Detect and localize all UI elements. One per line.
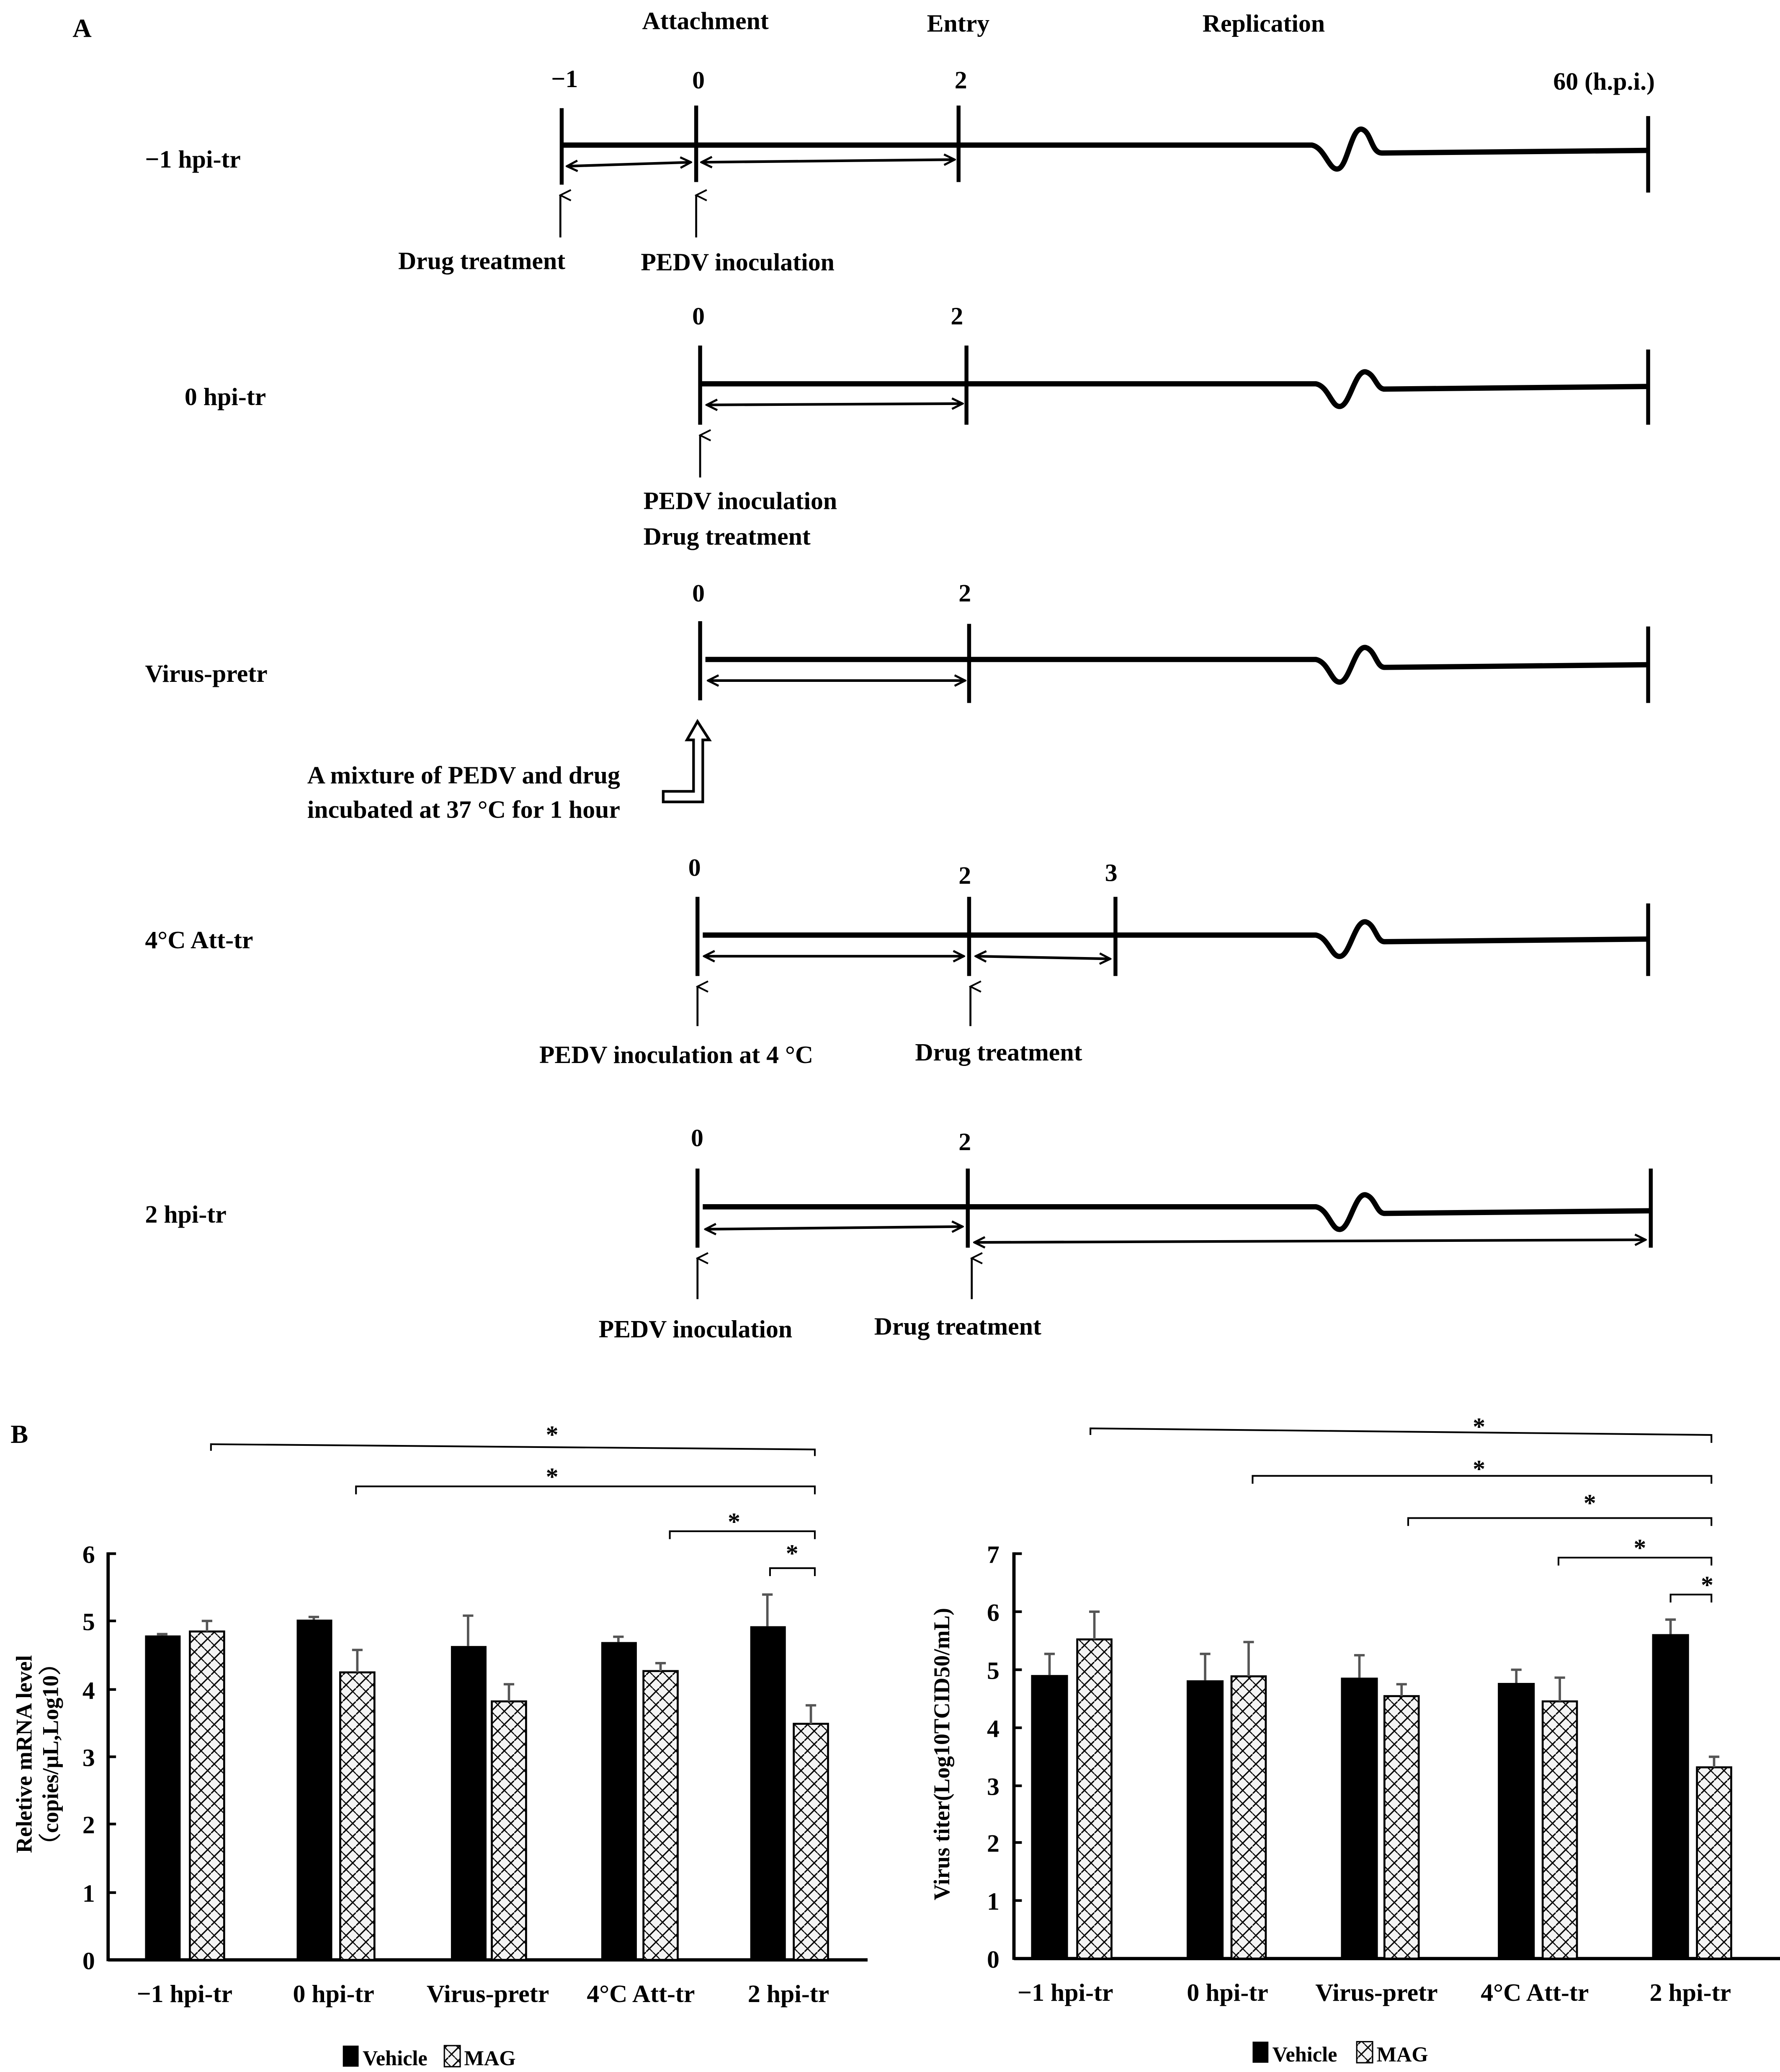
sig-star: * [546, 1463, 559, 1491]
tick-2: 2 [958, 1128, 971, 1156]
row-label: 2 hpi-tr [145, 1200, 227, 1228]
legend-mag-label: MAG [1376, 2042, 1428, 2066]
phase-replication: Replication [1202, 9, 1325, 37]
tick-minus1: −1 [551, 65, 578, 93]
svg-text:0: 0 [987, 1946, 999, 1974]
legend-vehicle-label: Vehicle [1272, 2042, 1337, 2066]
tick-2: 2 [958, 579, 971, 607]
phase-entry: Entry [927, 9, 990, 37]
annotation-pedv-4c: PEDV inoculation at 4 °C [539, 1041, 814, 1069]
panel-b-label: B [10, 1419, 28, 1449]
sig-star: * [1473, 1413, 1486, 1441]
tick-2: 2 [958, 861, 971, 889]
bars-mag [1077, 1639, 1731, 1958]
bars-mag [190, 1631, 828, 1960]
chart-mrna [12, 1421, 868, 2070]
sig-star: * [728, 1507, 741, 1535]
tick-2: 2 [954, 66, 967, 94]
tick-0: 0 [692, 302, 705, 330]
phase-attachment: Attachment [642, 7, 769, 35]
error-bars [1044, 1612, 1719, 1768]
annotation-pedv-inoculation: PEDV inoculation [598, 1315, 793, 1343]
timeline-row-virus-pretr [145, 579, 1648, 823]
svg-text:5: 5 [82, 1608, 95, 1636]
hollow-bent-arrow-icon [663, 721, 709, 802]
svg-text:2 hpi-tr: 2 hpi-tr [1649, 1978, 1731, 2006]
annotation-pedv-inoculation: PEDV inoculation [641, 248, 835, 276]
y-axis-label-units: （copies/μL,Log10） [38, 1653, 63, 1855]
y-ticks [987, 1540, 999, 1973]
tick-0: 0 [692, 579, 705, 607]
svg-text:Virus-pretr: Virus-pretr [426, 1980, 549, 2008]
x-tick-labels [137, 1980, 829, 2007]
annotation-pedv-inoculation: PEDV inoculation [643, 487, 837, 515]
sig-star: * [546, 1420, 559, 1448]
x-tick-labels [1018, 1979, 1731, 2006]
svg-text:1: 1 [82, 1879, 95, 1907]
row-label: Virus-pretr [145, 660, 268, 688]
svg-text:3: 3 [82, 1744, 95, 1772]
row-label: 4°C Att-tr [145, 926, 253, 954]
sig-star: * [786, 1539, 799, 1567]
tick-2: 2 [951, 302, 963, 330]
tick-0: 0 [692, 66, 705, 94]
bars-vehicle [145, 1620, 786, 1960]
legend-vehicle-label: Vehicle [362, 2046, 428, 2070]
svg-text:6: 6 [987, 1599, 999, 1627]
svg-text:4°C Att-tr: 4°C Att-tr [1481, 1978, 1589, 2006]
bars-vehicle [1031, 1634, 1689, 1959]
svg-text:0 hpi-tr: 0 hpi-tr [293, 1980, 374, 2008]
svg-text:5: 5 [987, 1657, 999, 1685]
legend-vehicle-swatch [343, 2046, 359, 2067]
row-label: −1 hpi-tr [145, 145, 241, 173]
legend-vehicle-swatch [1252, 2042, 1268, 2063]
sig-star: * [1473, 1455, 1486, 1483]
svg-text:2: 2 [987, 1829, 999, 1858]
y-axis-label: Reletive mRNA level [11, 1655, 37, 1853]
svg-text:0: 0 [82, 1947, 95, 1975]
svg-text:0 hpi-tr: 0 hpi-tr [1187, 1978, 1268, 2006]
svg-text:−1 hpi-tr: −1 hpi-tr [1018, 1978, 1113, 2006]
timeline-row-4c-att [145, 854, 1648, 1068]
legend [1252, 2042, 1428, 2066]
timeline-row-2 [145, 1124, 1651, 1343]
sig-star: * [1701, 1571, 1713, 1599]
svg-text:1: 1 [987, 1887, 999, 1915]
timeline-row-minus1 [145, 65, 1655, 276]
tick-3: 3 [1105, 859, 1118, 887]
tick-0: 0 [691, 1124, 703, 1152]
svg-text:7: 7 [987, 1540, 999, 1569]
timeline-row-0 [185, 302, 1648, 550]
annotation-incubated: incubated at 37 °C for 1 hour [307, 795, 620, 823]
y-axis-label: Virus titer(Log10TCID50/mL) [929, 1608, 955, 1901]
sig-star: * [1633, 1534, 1646, 1562]
significance-brackets [1090, 1428, 1711, 1602]
tick-0: 0 [688, 853, 701, 881]
legend-mag-swatch [1357, 2042, 1373, 2063]
annotation-drug-treatment: Drug treatment [874, 1312, 1041, 1340]
annotation-drug-treatment: Drug treatment [643, 522, 811, 550]
svg-text:4: 4 [82, 1676, 95, 1704]
svg-text:3: 3 [987, 1773, 999, 1801]
svg-text:2 hpi-tr: 2 hpi-tr [747, 1980, 829, 2008]
panel-a-label: A [72, 13, 92, 43]
legend-mag-swatch [444, 2046, 460, 2067]
significance-brackets [211, 1444, 815, 1576]
annotation-mixture: A mixture of PEDV and drug [307, 761, 620, 789]
y-ticks [82, 1540, 95, 1974]
sig-star: * [1583, 1489, 1596, 1517]
svg-text:−1 hpi-tr: −1 hpi-tr [137, 1980, 233, 2008]
svg-text:2: 2 [82, 1811, 95, 1839]
svg-text:4°C Att-tr: 4°C Att-tr [587, 1980, 695, 2008]
chart-virus-titer [929, 1413, 1780, 2066]
annotation-drug-treatment: Drug treatment [398, 247, 566, 275]
tick-60: 60 (h.p.i.) [1553, 67, 1655, 95]
svg-text:4: 4 [987, 1715, 999, 1743]
svg-text:Virus-pretr: Virus-pretr [1315, 1978, 1438, 2006]
legend-mag-label: MAG [464, 2046, 516, 2070]
annotation-drug-treatment: Drug treatment [915, 1038, 1082, 1066]
svg-text:6: 6 [82, 1540, 95, 1569]
row-label: 0 hpi-tr [184, 382, 266, 410]
legend [343, 2046, 516, 2070]
panel-a [72, 7, 1655, 1343]
